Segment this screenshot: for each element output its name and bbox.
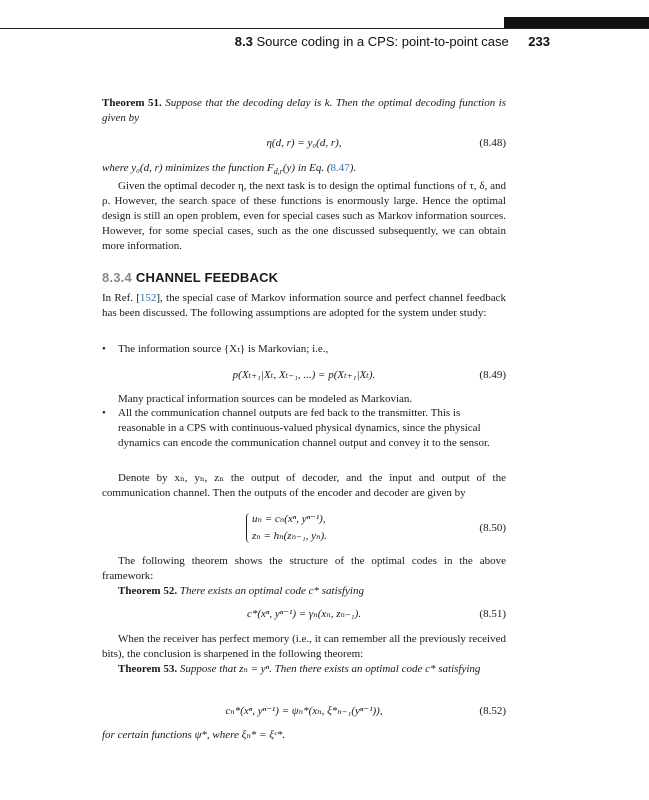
after-theorem-51: [102, 161, 506, 254]
paragraph-optimal-decoder: Given the optimal decoder η, the next task is to design the optimal functions of τ, δ, and ρ. However, the search space of these functions is enormously large. Hence the optimal design is still an open problem, even for special cases such as Markov information sources. However, for some special cases, such as the one discussed subsequently, we can obtain more information.: [102, 180, 506, 253]
citation-link[interactable]: 152: [139, 292, 157, 304]
equation-8-52: [102, 702, 506, 720]
memory-paragraph: When the receiver has perfect memory (i.e., it can remember all the previously received bits), the conclusion is sharpened in the following theorem:: [102, 633, 506, 660]
equation-8-52-expr: cₙ*(xⁿ, yⁿ⁻¹) = ψₙ*(xₙ, ξ*ₙ₋₁(yⁿ⁻¹)),: [225, 705, 383, 717]
equation-8-48: [102, 134, 506, 152]
equation-8-49-expr: p(Xₜ₊₁|Xₜ, Xₜ₋₁, ...) = p(Xₜ₊₁|Xₜ).: [232, 369, 376, 381]
equation-8-52-tag: (8.52): [479, 705, 506, 717]
equation-8-49-tag: (8.49): [479, 369, 506, 381]
theorem-51-text: Suppose that the decoding delay is k. Then the optimal decoding function is given by: [102, 97, 507, 124]
where-clause: where y₀(d, r) minimizes the function $F_{d,r}(y)$ in Eq. (8.47).: [102, 162, 357, 177]
eq-ref-link[interactable]: 8.47: [330, 162, 350, 174]
equation-8-50-line-1: uₙ = cₙ(xⁿ, yⁿ⁻¹),: [252, 513, 326, 525]
equation-8-51: [102, 605, 506, 623]
bullet-item-1-follow: Many practical information sources can be modeled as Markovian.: [118, 393, 413, 405]
equation-8-51-tag: (8.51): [479, 608, 506, 620]
bullet-item-1: The information source {Xₜ} is Markovian; i.e.,: [118, 343, 329, 355]
section-number: 8.3: [234, 34, 253, 49]
header-rule: [0, 28, 649, 29]
theorem-51-label: Theorem 51.: [102, 97, 162, 109]
bullet-item-2: All the communication channel outputs are fed back to the transmitter. This is reasonable in a CPS with continuous-valued physical dynamics, since the physical dynamics can encode the communication channel output and convey it to the sensor.: [118, 407, 490, 449]
bullet-marker-1: •: [102, 343, 106, 355]
structure-paragraph: The following theorem shows the structure of the optimal codes in the above framework:: [102, 555, 506, 582]
equation-8-51-expr: c*(xⁿ, yⁿ⁻¹) = γₙ(xₙ, zₙ₋₁).: [246, 608, 361, 620]
equation-8-50-tag: (8.50): [479, 522, 506, 534]
final-clause: for certain functions ψ*, where ξₙ* = ξᶜ*.: [102, 729, 286, 741]
section-title: Source coding in a CPS: point-to-point case: [256, 34, 509, 49]
theorem-52-text: There exists an optimal code c* satisfying: [179, 585, 364, 597]
equation-8-48-tag: (8.48): [479, 137, 506, 149]
equation-8-50-line-2: zₙ = hₙ(zₙ₋₁, yₙ).: [252, 530, 327, 542]
theorem-53: [102, 662, 506, 677]
section-heading: [102, 270, 278, 285]
section-heading-number: 8.3.4: [102, 270, 132, 285]
equation-8-48-expr: η(d, r) = y₀(d, r),: [266, 137, 342, 149]
theorem-52: [102, 584, 506, 599]
theorem-53-label: Theorem 53.: [118, 663, 178, 675]
bullet-marker-2: •: [102, 407, 106, 419]
running-head: [0, 34, 550, 49]
theorem-52-label: Theorem 52.: [118, 585, 178, 597]
theorem-51: [102, 96, 506, 126]
equation-8-49: [102, 366, 506, 384]
theorem-53-text: Suppose that zₙ = yⁿ. Then there exists an optimal code c* satisfying: [179, 663, 481, 675]
intro-paragraph: In Ref. [152], the special case of Markov information source and perfect channel feedback has been discussed. The following assumptions are adopted for the system under study:: [102, 292, 506, 319]
section-heading-title: CHANNEL FEEDBACK: [135, 270, 279, 285]
page-number: 233: [528, 34, 550, 49]
equation-8-50: [102, 519, 506, 537]
denote-paragraph: Denote by xₙ, yₙ, zₙ the output of decoder, and the input and output of the communication channel. Then the outputs of the encoder and decoder are given by: [102, 472, 506, 499]
